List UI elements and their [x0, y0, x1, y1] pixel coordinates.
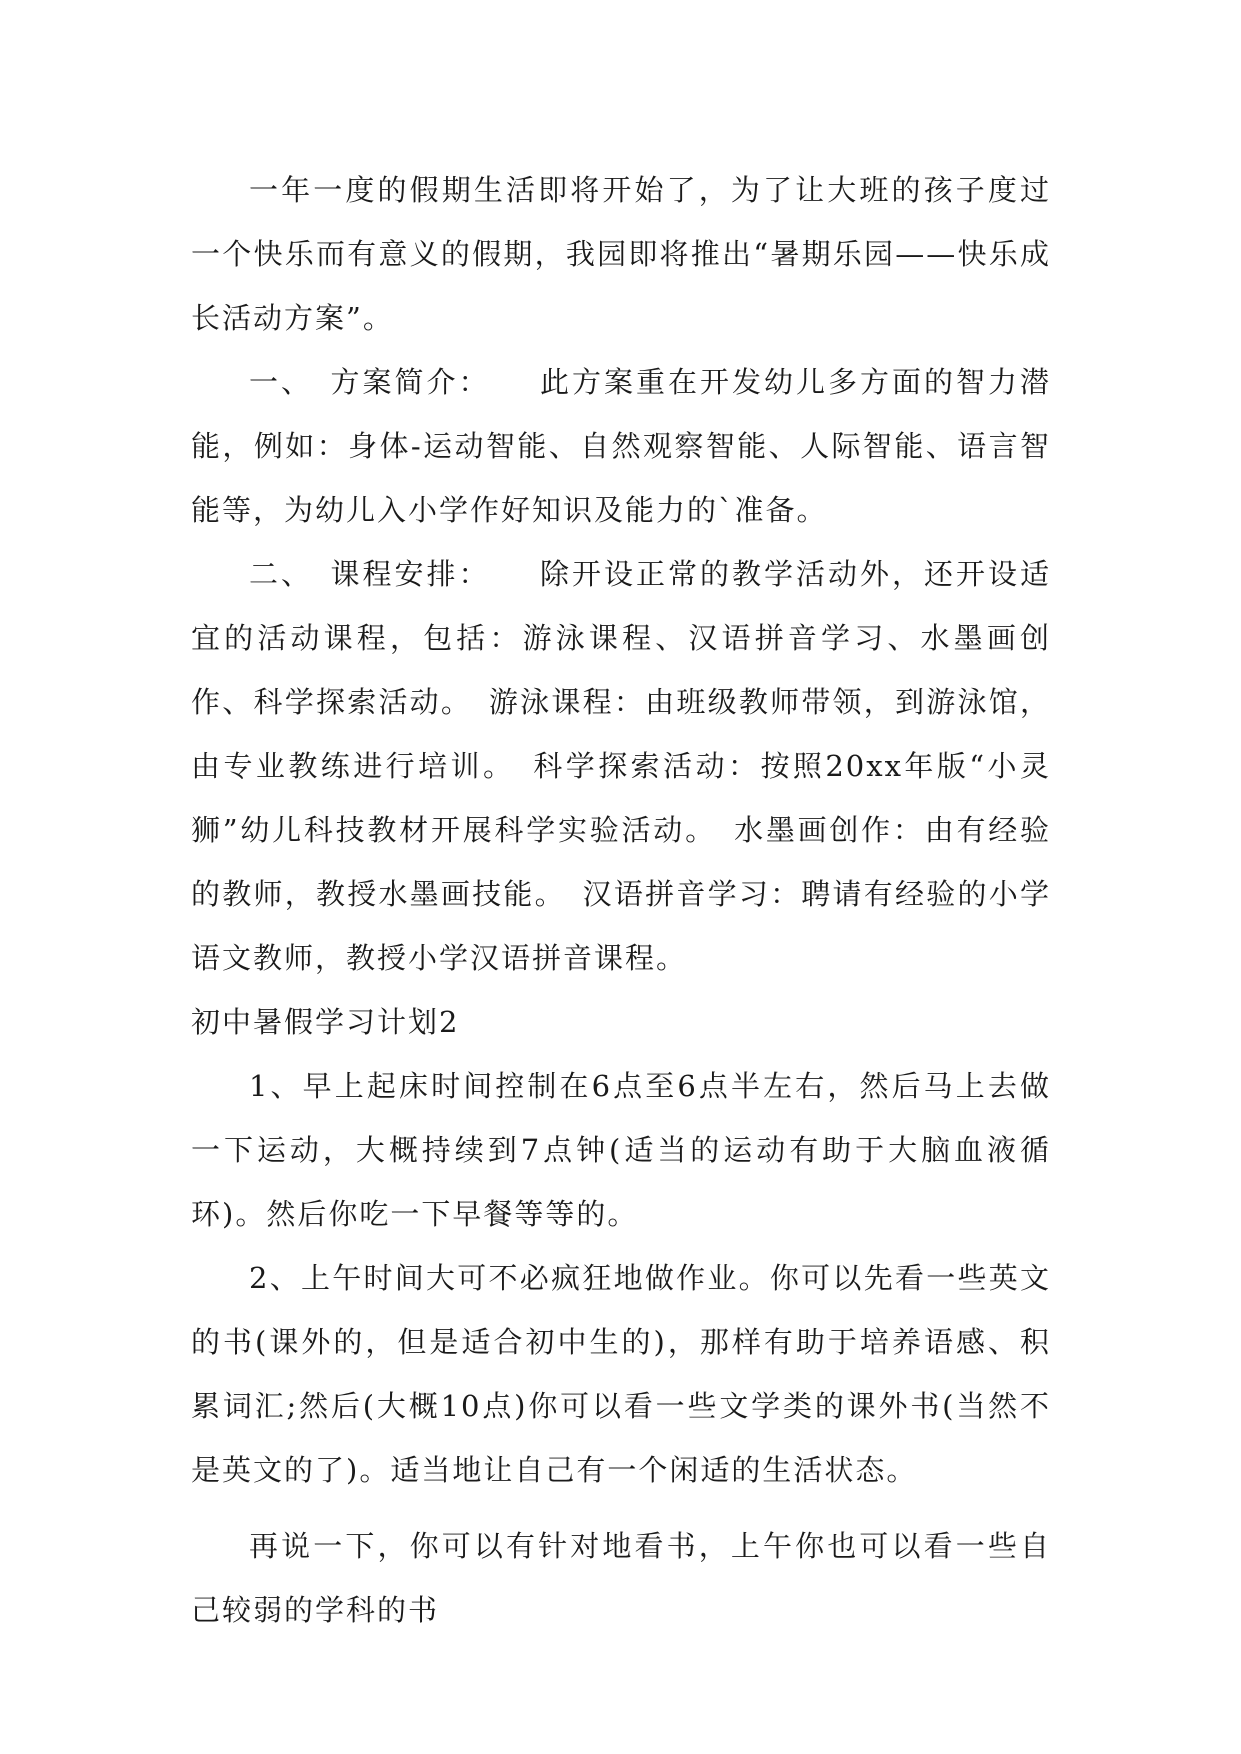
plan-intro-paragraph: 一、 方案简介： 此方案重在开发幼儿多方面的智力潜能，例如：身体-运动智能、自然观察智能、人际智能、语言智能等，为幼儿入小学作好知识及能力的`准备。	[191, 365, 1051, 527]
morning-paragraph: 2、上午时间大可不必疯狂地做作业。你可以先看一些英文的书(课外的，但是适合初中生的)，那样有助于培养语感、积累词汇;然后(大概10点)你可以看一些文学类的课外书(当然不是英文的了)。适当地让自己有一个闲适的生活状态。	[191, 1261, 1051, 1487]
intro-paragraph: 一年一度的假期生活即将开始了，为了让大班的孩子度过一个快乐而有意义的假期，我园即将推出“暑期乐园——快乐成长活动方案”。	[191, 173, 1051, 335]
document-body	[191, 158, 1051, 1642]
wake-up-paragraph: 1、早上起床时间控制在6点至6点半左右，然后马上去做一下运动，大概持续到7点钟(适当的运动有助于大脑血液循环)。然后你吃一下早餐等等的。	[191, 1069, 1051, 1231]
course-schedule-paragraph: 二、 课程安排： 除开设正常的教学活动外，还开设适宜的活动课程，包括：游泳课程、汉语拼音学习、水墨画创作、科学探索活动。 游泳课程：由班级教师带领，到游泳馆，由专业教练进行培训。 科学探索活动：按照20xx年版“小灵狮”幼儿科技教材开展科学实验活动。 水墨画创作：由有经验的教师，教授水墨画技能。 汉语拼音学习：聘请有经验的小学语文教师，教授小学汉语拼音课程。	[191, 557, 1051, 975]
targeted-reading-paragraph: 再说一下，你可以有针对地看书，上午你也可以看一些自己较弱的学科的书	[191, 1529, 1051, 1627]
section-title: 初中暑假学习计划2	[191, 1005, 460, 1039]
